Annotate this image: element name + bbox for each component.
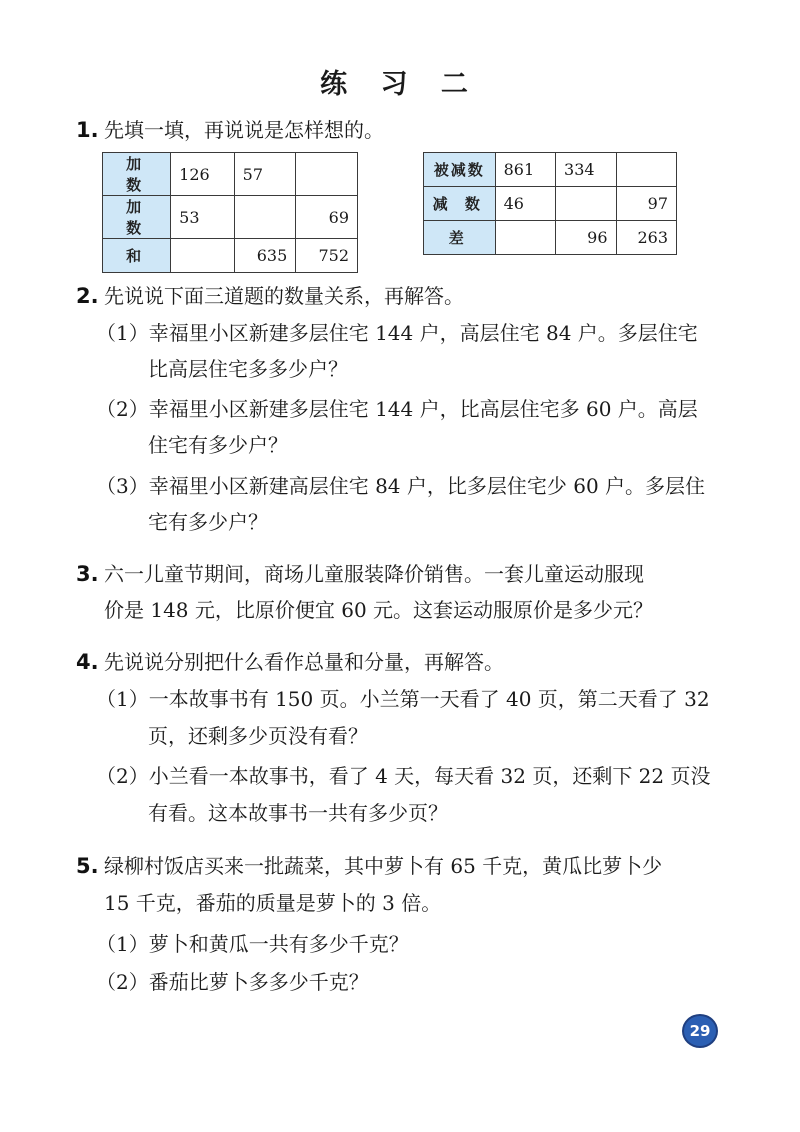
question-4-sub-2: （2）小兰看一本故事书，看了 4 天，每天看 32 页，还剩下 22 页没 [96,764,711,788]
table-row [424,221,677,255]
question-5-text-cont: 15 千克，番茄的质量是萝卜的 3 倍。 [104,891,442,915]
question-4-text: 先说说分别把什么看作总量和分量，再解答。 [104,650,504,674]
row-label: 和 [103,239,171,273]
table-cell[interactable] [296,153,358,196]
page-number-badge: 29 [682,1014,718,1048]
question-1-number: 1. [76,118,99,142]
question-4-number: 4. [76,650,99,674]
table-cell[interactable] [556,187,616,221]
question-4-sub-1-cont: 页，还剩多少页没有看？ [148,724,368,748]
question-2-sub-3-cont: 宅有多少户？ [148,510,268,534]
question-2-sub-3: （3）幸福里小区新建高层住宅 84 户，比多层住宅少 60 户。多层住 [96,474,706,498]
table-cell[interactable]: 126 [171,153,234,196]
question-1-text: 先填一填，再说说是怎样想的。 [104,118,384,142]
table-cell[interactable] [234,196,296,239]
row-label: 加 数 [103,153,171,196]
question-5-sub-2: （2）番茄比萝卜多多少千克？ [96,970,369,994]
question-2-sub-1: （1）幸福里小区新建多层住宅 144 户，高层住宅 84 户。多层住宅 [96,321,698,345]
question-3-text-cont: 价是 148 元，比原价便宜 60 元。这套运动服原价是多少元？ [104,598,654,622]
table-cell[interactable] [495,221,555,255]
table-cell[interactable]: 97 [616,187,677,221]
table-row [103,153,358,196]
row-label: 减 数 [424,187,496,221]
table-cell[interactable]: 46 [495,187,555,221]
page-title: 练 习 二 [320,69,480,100]
table-row [424,187,677,221]
table-cell[interactable]: 861 [495,153,555,187]
table-cell[interactable]: 752 [296,239,358,273]
table-cell[interactable]: 53 [171,196,234,239]
table-cell[interactable] [171,239,234,273]
table-cell[interactable]: 57 [234,153,296,196]
question-4-sub-2-cont: 有看。这本故事书一共有多少页？ [148,801,448,825]
addition-table [102,152,358,273]
question-3-number: 3. [76,562,99,586]
question-5-text: 绿柳村饭店买来一批蔬菜，其中萝卜有 65 千克，黄瓜比萝卜少 [104,854,663,878]
table-cell[interactable]: 263 [616,221,677,255]
subtraction-table [423,152,677,255]
question-2-text: 先说说下面三道题的数量关系，再解答。 [104,284,464,308]
question-5-number: 5. [76,854,99,878]
question-2-sub-1-cont: 比高层住宅多多少户？ [148,357,348,381]
table-cell[interactable]: 334 [556,153,616,187]
table-row [103,196,358,239]
question-5-sub-1: （1）萝卜和黄瓜一共有多少千克？ [96,932,409,956]
row-label: 被减数 [424,153,496,187]
question-4-sub-1: （1）一本故事书有 150 页。小兰第一天看了 40 页，第二天看了 32 [96,687,710,711]
row-label: 加 数 [103,196,171,239]
question-2-sub-2: （2）幸福里小区新建多层住宅 144 户，比高层住宅多 60 户。高层 [96,397,698,421]
question-3-text: 六一儿童节期间，商场儿童服装降价销售。一套儿童运动服现 [104,562,644,586]
table-row [103,239,358,273]
table-row [424,153,677,187]
table-cell[interactable]: 96 [556,221,616,255]
question-2-sub-2-cont: 住宅有多少户？ [148,433,288,457]
table-cell[interactable] [616,153,677,187]
question-2-number: 2. [76,284,99,308]
row-label: 差 [424,221,496,255]
table-cell[interactable]: 69 [296,196,358,239]
table-cell[interactable]: 635 [234,239,296,273]
